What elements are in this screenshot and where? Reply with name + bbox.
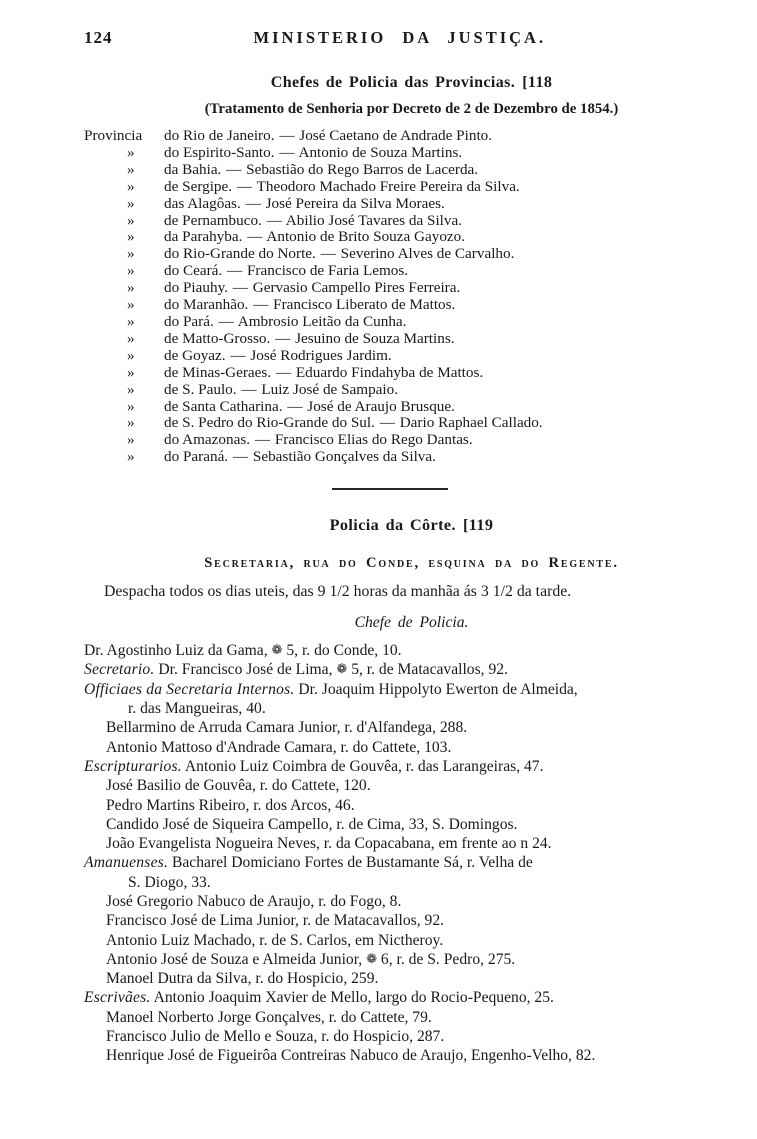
province-name: do Rio de Janeiro. — [164, 127, 275, 144]
province-entry — [84, 229, 739, 246]
staff-entry — [106, 834, 739, 853]
staff-name-address: Antonio Mattoso d'Andrade Camara, r. do Cattete, 103. — [106, 738, 452, 756]
province-entry — [84, 365, 739, 382]
staff-name-address: Bellarmino de Arruda Camara Junior, r. d'Alfandega, 288. — [106, 719, 468, 737]
province-label: » — [127, 228, 135, 246]
province-label: » — [127, 245, 135, 263]
staff-entry — [84, 757, 739, 776]
staff-role: Amanuenses. — [84, 854, 169, 872]
province-name: de S. Pedro do Rio-Grande do Sul. — [164, 414, 375, 432]
staff-name-address: Bacharel Domiciano Fortes de Bustamante Sá, r. Velha de — [171, 854, 533, 872]
staff-name-address: Dr. Agostinho Luiz da Gama, — [84, 642, 268, 660]
province-entry — [84, 382, 739, 399]
chief-name: Abilio José Tavares da Silva. — [285, 211, 463, 229]
staff-role: Secretario. — [84, 661, 155, 679]
dash-separator: — — [379, 414, 395, 432]
province-entry — [84, 162, 739, 179]
staff-role: Officiaes da Secretaria Internos. — [84, 680, 295, 698]
province-label: » — [127, 262, 135, 280]
dash-separator: — — [226, 160, 242, 178]
staff-name-address: Antonio Joaquim Xavier de Mello, largo do Rocio-Pequeno, 25. — [153, 989, 554, 1007]
chief-name: Eduardo Findahyba de Mattos. — [295, 363, 484, 381]
staff-entry — [128, 873, 739, 892]
insignia-grade: 5 — [351, 661, 359, 679]
dash-separator: — — [241, 380, 257, 398]
chief-name: Antonio de Brito Souza Gayozo. — [266, 228, 466, 246]
section-ref-119: [119 — [462, 516, 494, 535]
staff-name-address: João Evangelista Nogueira Neves, r. da Copacabana, em frente ao n 24. — [106, 835, 552, 853]
staff-name-address: José Basilio de Gouvêa, r. do Cattete, 120. — [106, 777, 371, 795]
staff-entry — [106, 950, 739, 969]
staff-entry — [84, 641, 739, 660]
insignia-badge — [336, 661, 359, 678]
staff-address-tail: , r. de S. Pedro, 275. — [388, 950, 516, 968]
staff-name-address: Dr. Joaquim Hippolyto Ewerton de Almeida, — [298, 680, 578, 698]
province-entry — [84, 449, 739, 466]
office-hours: Despacha todos os dias uteis, das 9 1/2 horas da manhãa ás 3 1/2 da tarde. — [104, 583, 572, 601]
order-insignia-icon: ❁ — [366, 950, 378, 966]
province-entry — [84, 145, 739, 162]
staff-entry — [84, 853, 739, 872]
chief-name: Francisco de Faria Lemos. — [246, 262, 409, 280]
section-ref-118: [118 — [522, 74, 553, 91]
dash-separator: — — [275, 329, 291, 347]
province-label: » — [127, 296, 135, 314]
staff-role: Escrivães. — [84, 989, 151, 1007]
staff-entry — [106, 931, 739, 950]
dash-separator: — — [227, 262, 243, 280]
province-label: » — [127, 448, 135, 466]
staff-entry — [84, 660, 739, 679]
chief-name: Sebastião Gonçalves da Silva. — [252, 448, 436, 466]
province-name: do Espirito-Santo. — [164, 143, 275, 161]
province-entry — [84, 399, 739, 416]
staff-name-address: S. Diogo, 33. — [128, 873, 211, 891]
dash-separator: — — [232, 448, 249, 466]
staff-list — [84, 641, 739, 1066]
province-label: » — [127, 143, 135, 161]
province-name: de Minas-Geraes. — [164, 363, 272, 381]
staff-entry — [106, 718, 739, 737]
dash-separator: — — [230, 346, 246, 364]
province-name: da Bahia. — [164, 160, 222, 178]
province-label: » — [127, 160, 135, 178]
province-name: do Maranhão. — [164, 296, 249, 314]
staff-name-address: Antonio Luiz Coimbra de Gouvêa, r. das Larangeiras, 47. — [184, 757, 544, 775]
province-name: de Matto-Grosso. — [164, 329, 271, 347]
staff-name-address: Dr. Francisco José de Lima, — [158, 661, 333, 679]
staff-entry — [106, 892, 739, 911]
province-entry — [84, 246, 739, 263]
order-insignia-icon: ❁ — [271, 642, 283, 658]
chief-name: Antonio de Souza Martins. — [298, 143, 463, 161]
staff-entry — [106, 1008, 739, 1027]
staff-name-address: José Gregorio Nabuco de Araujo, r. do Fogo, 8. — [106, 892, 402, 910]
province-name: do Pará. — [164, 312, 214, 330]
province-name: do Amazonas. — [164, 431, 251, 449]
province-name: de S. Paulo. — [164, 380, 237, 398]
province-entry — [84, 297, 739, 314]
staff-entry — [128, 699, 739, 718]
dash-separator: — — [287, 397, 303, 415]
province-name: do Ceará. — [164, 262, 223, 280]
province-label: » — [127, 194, 135, 212]
chief-name: José de Araujo Brusque. — [307, 397, 455, 415]
staff-name-address: r. das Mangueiras, 40. — [128, 700, 266, 718]
staff-entry — [106, 969, 739, 988]
province-name: do Piauhy. — [164, 279, 228, 297]
province-name: do Paraná. — [164, 448, 229, 466]
running-head — [84, 28, 739, 50]
province-label: » — [127, 380, 135, 398]
chief-name: Luiz José de Sampaio. — [261, 380, 399, 398]
insignia-grade: 5 — [286, 642, 295, 660]
province-entry — [84, 348, 739, 365]
province-entry — [84, 331, 739, 348]
province-name: da Parahyba. — [164, 228, 243, 246]
section-divider — [332, 488, 448, 490]
province-label: Provincia — [84, 127, 143, 144]
section-heading-corte — [84, 516, 739, 535]
chief-name: Dario Raphael Callado. — [399, 414, 543, 432]
dash-separator: — — [253, 296, 269, 314]
province-entry — [84, 280, 739, 297]
staff-name-address: Henrique José de Figueirôa Contreiras Nabuco de Araujo, Engenho-Velho, 82. — [106, 1047, 596, 1065]
province-label: » — [127, 397, 135, 415]
chief-name: José Rodrigues Jardim. — [250, 346, 392, 364]
dash-separator: — — [247, 228, 263, 246]
chief-name: José Pereira da Silva Moraes. — [265, 194, 445, 212]
role-heading-chefe: Chefe de Policia. — [354, 614, 469, 632]
dash-separator: — — [232, 279, 248, 297]
page-title: MINISTERIO DA JUSTIÇA. — [253, 28, 547, 47]
staff-entry — [106, 815, 739, 834]
staff-address-tail: , r. de Matacavallos, 92. — [359, 661, 508, 679]
province-name: das Alagôas. — [164, 194, 241, 212]
province-label: » — [127, 363, 135, 381]
province-label: » — [127, 177, 135, 195]
province-entry — [84, 128, 739, 145]
province-name: de Pernambuco. — [164, 211, 262, 229]
province-entry — [84, 432, 739, 449]
staff-name-address: Francisco José de Lima Junior, r. de Matacavallos, 92. — [106, 912, 445, 930]
chief-name: Severino Alves de Carvalho. — [340, 245, 515, 263]
province-name: de Sergipe. — [164, 177, 233, 195]
province-entry — [84, 213, 739, 230]
dash-separator: — — [218, 312, 234, 330]
staff-entry — [84, 680, 739, 699]
chief-name: Gervasio Campello Pires Ferreira. — [252, 279, 461, 297]
dash-separator: — — [320, 245, 336, 263]
chief-name: Francisco Liberato de Mattos. — [273, 296, 456, 314]
dash-separator: — — [236, 177, 253, 195]
dash-separator: — — [279, 143, 295, 161]
staff-role: Escripturarios. — [84, 757, 182, 775]
staff-address-tail: , r. do Conde, 10. — [294, 642, 402, 660]
staff-entry — [106, 796, 739, 815]
province-label: » — [127, 279, 135, 297]
chief-name: Theodoro Machado Freire Pereira da Silva. — [256, 177, 520, 195]
province-label: » — [127, 431, 135, 449]
order-insignia-icon: ❁ — [336, 661, 348, 677]
dash-separator: — — [245, 194, 261, 212]
secretaria-address: Secretaria, rua do Conde, esquina da do Regente. — [204, 555, 619, 572]
province-label: » — [127, 414, 135, 432]
section-heading-corte-text: Policia da Côrte. — [329, 516, 456, 535]
province-name: de Goyaz. — [164, 346, 226, 364]
dash-separator: — — [275, 363, 292, 381]
province-label: » — [127, 329, 135, 347]
staff-entry — [106, 776, 739, 795]
province-entry — [84, 179, 739, 196]
dash-separator: — — [279, 127, 295, 144]
staff-name-address: Candido José de Siqueira Campello, r. de Cima, 33, S. Domingos. — [106, 815, 518, 833]
chief-name: Sebastião do Rego Barros de Lacerda. — [246, 160, 479, 178]
staff-entry — [84, 988, 739, 1007]
chief-name: José Caetano de Andrade Pinto. — [299, 127, 493, 144]
staff-entry — [106, 738, 739, 757]
province-entry — [84, 196, 739, 213]
insignia-grade: 6 — [380, 950, 389, 968]
staff-entry — [106, 911, 739, 930]
province-name: do Rio-Grande do Norte. — [164, 245, 316, 263]
province-entry — [84, 415, 739, 432]
province-label: » — [127, 346, 135, 364]
staff-name-address: Antonio José de Souza e Almeida Junior, — [106, 950, 363, 968]
section-heading-provincias — [84, 74, 739, 92]
staff-name-address: Francisco Julio de Mello e Souza, r. do Hospicio, 287. — [106, 1028, 445, 1046]
chief-name: Francisco Elias do Rego Dantas. — [274, 431, 473, 449]
section-heading-provincias-text: Chefes de Policia das Provincias. — [270, 74, 516, 91]
province-entry — [84, 263, 739, 280]
dash-separator: — — [254, 431, 271, 449]
staff-entry — [106, 1027, 739, 1046]
chief-name: Jesuino de Souza Martins. — [295, 329, 455, 347]
province-label: » — [127, 312, 135, 330]
staff-name-address: Manoel Norberto Jorge Gonçalves, r. do Cattete, 79. — [106, 1008, 432, 1026]
province-name: de Santa Catharina. — [164, 397, 283, 415]
staff-entry — [106, 1046, 739, 1065]
chief-name: Ambrosio Leitão da Cunha. — [237, 312, 407, 330]
staff-name-address: Manoel Dutra da Silva, r. do Hospicio, 259. — [106, 970, 379, 988]
province-list — [84, 128, 739, 466]
insignia-badge — [366, 951, 389, 968]
province-label: » — [127, 211, 135, 229]
page-number: 124 — [84, 28, 113, 47]
staff-name-address: Antonio Luiz Machado, r. de S. Carlos, em Nictheroy. — [106, 931, 444, 949]
decree-note: (Tratamento de Senhoria por Decreto de 2 de Dezembro de 1854.) — [204, 101, 619, 117]
insignia-badge — [272, 642, 295, 659]
staff-name-address: Pedro Martins Ribeiro, r. dos Arcos, 46. — [106, 796, 355, 814]
province-entry — [84, 314, 739, 331]
dash-separator: — — [266, 211, 282, 229]
